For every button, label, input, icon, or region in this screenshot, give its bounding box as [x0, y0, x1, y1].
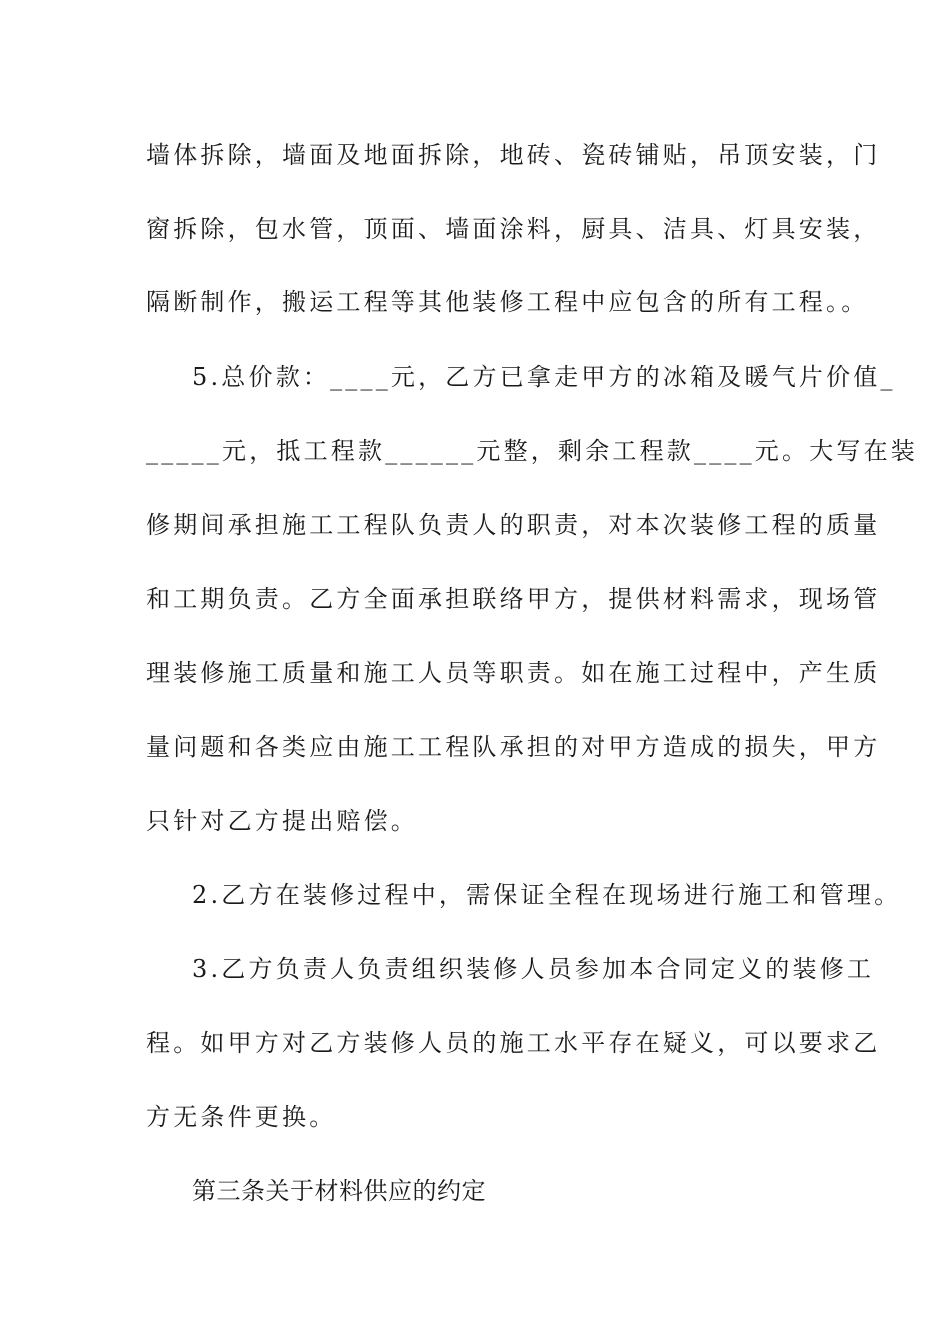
- paragraph-line: 只针对乙方提出赔偿。: [146, 807, 418, 835]
- paragraph-line: 墙体拆除，墙面及地面拆除，地砖、瓷砖铺贴，吊顶安装，门: [146, 141, 881, 169]
- paragraph-line: 和工期负责。乙方全面承担联络甲方，提供材料需求，现场管: [146, 585, 881, 613]
- section-heading: 第三条关于材料供应的约定: [192, 1177, 486, 1205]
- clause-total-price-line: 5.总价款：____元，乙方已拿走甲方的冰箱及暖气片价值_: [192, 363, 896, 391]
- paragraph-line: 量问题和各类应由施工工程队承担的对甲方造成的损失，甲方: [146, 733, 881, 761]
- paragraph-line: 理装修施工质量和施工人员等职责。如在施工过程中，产生质: [146, 659, 881, 687]
- paragraph-line: 窗拆除，包水管，顶面、墙面涂料，厨具、洁具、灯具安装，: [146, 215, 881, 243]
- paragraph-line: _____元，抵工程款______元整，剩余工程款____元。大写在装: [146, 437, 918, 465]
- paragraph-line: 方无条件更换。: [146, 1103, 337, 1131]
- clause-3-line: 3.乙方负责人负责组织装修人员参加本合同定义的装修工: [192, 955, 875, 983]
- paragraph-line: 修期间承担施工工程队负责人的职责，对本次装修工程的质量: [146, 511, 881, 539]
- paragraph-line: 程。如甲方对乙方装修人员的施工水平存在疑义，可以要求乙: [146, 1029, 881, 1057]
- paragraph-line: 隔断制作，搬运工程等其他装修工程中应包含的所有工程。。: [146, 288, 869, 316]
- clause-2-line: 2.乙方在装修过程中，需保证全程在现场进行施工和管理。: [192, 881, 902, 909]
